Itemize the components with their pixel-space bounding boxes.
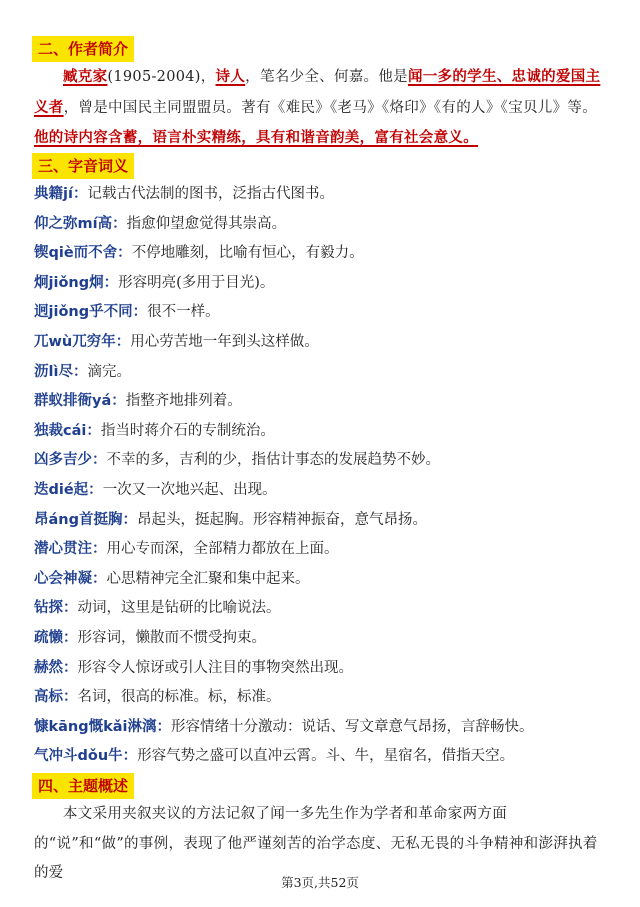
vocab-item <box>34 565 614 595</box>
vocab-term: 群蚁排衙yá： <box>34 393 126 410</box>
vocab-term: 疏懒： <box>34 630 78 646</box>
vocab-item <box>34 683 614 713</box>
vocab-term: 心会神凝： <box>34 570 107 587</box>
vocab-term: 钻探： <box>34 600 78 617</box>
vocab-term: 高标： <box>34 689 78 706</box>
author-student-a: 闻一多的学生、忠诚的爱国 <box>407 68 586 85</box>
vocab-definition: 名词，很高的标准。标，标准。 <box>77 689 281 706</box>
vocab-item <box>34 476 614 506</box>
vocab-definition: 指当时蒋介石的专制统治。 <box>100 422 275 439</box>
vocab-item <box>34 358 614 388</box>
vocab-item <box>34 535 614 565</box>
vocab-term: 炯jiǒng炯： <box>34 274 119 291</box>
page-footer: 第3页,共52页 <box>281 875 359 890</box>
vocab-definition: 形容明亮(多用于目光)。 <box>118 274 275 291</box>
vocab-definition: 形容令人惊讶或引人注目的事物突然出现。 <box>77 659 353 676</box>
section-heading-author: 二、作者简介 <box>32 36 134 62</box>
author-name: 臧克家 <box>63 68 108 85</box>
vocab-definition: 指愈仰望愈觉得其崇高。 <box>126 215 287 232</box>
vocab-definition: 动词，这里是钻研的比喻说法。 <box>77 600 281 617</box>
vocab-item <box>34 594 614 624</box>
vocab-definition: 指整齐地排列着。 <box>125 393 242 410</box>
author-text-1: ，笔名少全、何嘉。他是 <box>245 69 408 85</box>
vocab-term: 锲qiè而不舍： <box>34 245 132 262</box>
author-years: (1905-2004)， <box>107 69 216 85</box>
vocab-term: 仰之弥mí高： <box>34 215 127 232</box>
vocab-item <box>34 654 614 684</box>
vocab-item <box>34 742 614 772</box>
vocab-definition: 很不一样。 <box>147 304 220 321</box>
vocab-item <box>34 298 614 328</box>
vocab-item <box>34 624 614 654</box>
vocab-definition: 心思精神完全汇聚和集中起来。 <box>106 570 310 587</box>
vocab-term: 迭dié起： <box>34 482 103 498</box>
vocab-item <box>34 180 614 210</box>
vocab-item <box>34 506 614 536</box>
vocab-definition: 记载古代法制的图书，泛指古代图书。 <box>87 186 334 202</box>
vocab-definition: 不停地雕刻，比喻有恒心，有毅力。 <box>131 245 364 262</box>
vocab-term: 慷kāng慨kǎi淋漓： <box>34 718 172 735</box>
vocab-definition: 滴完。 <box>87 363 131 380</box>
vocab-term: 赫然： <box>34 659 78 676</box>
section-heading-vocab: 三、字音词义 <box>32 153 134 179</box>
vocab-term: 昂áng首挺胸： <box>34 511 137 528</box>
vocab-definition: 昂起头，挺起胸。形容精神振奋，意气昂扬。 <box>137 511 427 528</box>
vocab-item <box>34 328 614 358</box>
vocab-item <box>34 210 614 240</box>
vocab-definition: 形容气势之盛可以直冲云霄。斗、牛，星宿名，借指天空。 <box>137 748 515 765</box>
section-heading-theme: 四、主题概述 <box>32 773 134 799</box>
vocab-term: 兀wù兀穷年： <box>34 334 131 350</box>
vocab-item <box>34 417 614 447</box>
author-text-2: ，曾是中国民主同盟盟员。著有《难民》《老马》《烙印》《有的人》《宝贝儿》等。 <box>63 99 598 116</box>
vocab-item <box>34 239 614 269</box>
vocab-term: 典籍jí： <box>34 186 88 202</box>
vocab-term: 迥jiǒng乎不同： <box>34 304 148 321</box>
vocab-item <box>34 269 614 299</box>
vocab-definition: 一次又一次地兴起、出现。 <box>102 482 277 498</box>
vocab-term: 凶多吉少： <box>34 452 107 469</box>
vocab-term: 独裁cái： <box>34 422 101 439</box>
author-summary: 他的诗内容含蓄，语言朴实精练，具有和谐音韵美，富有社会意义。 <box>34 129 478 146</box>
vocab-definition: 用心专而深，全部精力都放在上面。 <box>106 541 339 558</box>
vocab-term: 潜心贯注： <box>34 541 107 558</box>
theme-paragraph: 本文采用夹叙夹议的方法记叙了闻一多先生作为学者和革命家两方面的“说”和“做”的事例，表现了他严谨刻苦的治学态度、无私无畏的斗争精神和澎湃执着的爱 <box>34 806 598 881</box>
vocab-definition: 形容词，懒散而不惯受拘束。 <box>77 630 266 646</box>
vocab-item <box>34 713 614 743</box>
vocab-term: 气冲斗dǒu牛： <box>34 748 138 765</box>
author-student-b: 主义者 <box>34 68 601 116</box>
vocab-definition: 不幸的多，吉利的少，指估计事态的发展趋势不妙。 <box>106 452 440 469</box>
vocab-item <box>34 387 614 417</box>
vocab-item <box>34 446 614 476</box>
vocab-definition: 形容情绪十分激动：说话、写文章意气昂扬，言辞畅快。 <box>171 718 534 735</box>
author-identity: 诗人 <box>215 68 246 85</box>
author-paragraph <box>34 62 602 154</box>
vocab-definition: 用心劳苦地一年到头这样做。 <box>130 334 319 350</box>
vocab-term: 沥lì尽： <box>34 363 88 380</box>
